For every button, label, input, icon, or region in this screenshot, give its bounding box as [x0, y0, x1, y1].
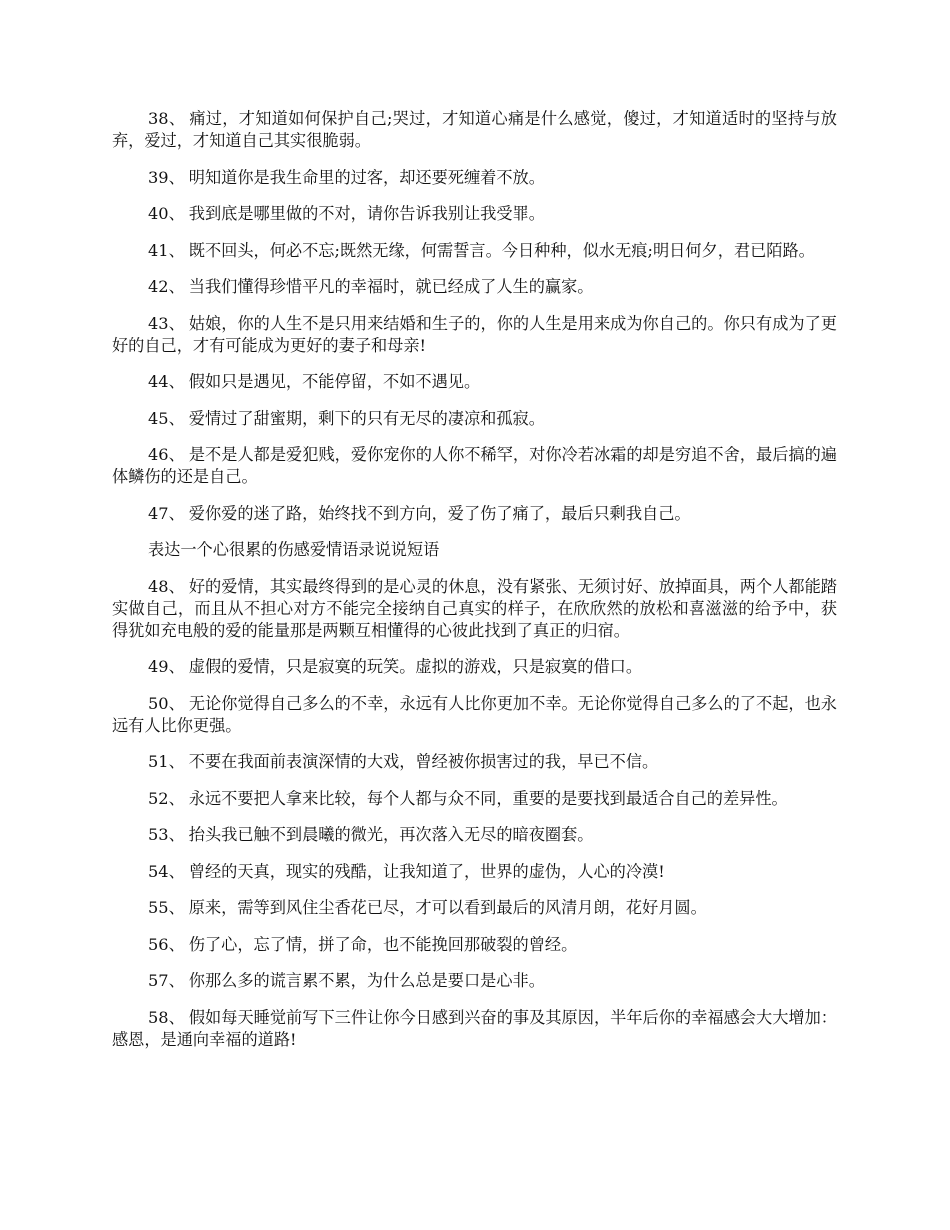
list-item: [112, 1007, 837, 1051]
item-number: 52、: [148, 788, 185, 808]
list-item: [112, 693, 837, 737]
list-item: [112, 108, 837, 152]
item-number: 54、: [148, 861, 185, 881]
item-number: 53、: [148, 825, 185, 844]
item-number: 41、: [148, 240, 185, 260]
item-number: 58、: [148, 1007, 185, 1027]
item-text: 爱你爱的迷了路，始终找不到方向，爱了伤了痛了，最后只剩我自己。: [188, 503, 691, 523]
item-text: 假如每天睡觉前写下三件让你今日感到兴奋的事及其原因，半年后你的幸福感会大大增加：感恩，是通向幸福的道路!: [112, 1007, 837, 1049]
item-number: 57、: [148, 971, 185, 990]
list-item: [112, 240, 837, 262]
item-text: 抬头我已触不到晨曦的微光，再次落入无尽的暗夜圈套。: [188, 825, 594, 844]
item-text: 永远不要把人拿来比较，每个人都与众不同，重要的是要找到最适合自己的差异性。: [188, 788, 788, 808]
item-number: 45、: [148, 408, 185, 428]
list-item: [112, 444, 837, 488]
item-number: 39、: [148, 167, 185, 187]
item-number: 55、: [148, 898, 185, 917]
list-item: [112, 656, 837, 678]
list-item: [112, 503, 837, 525]
list-item: [112, 276, 837, 298]
item-number: 51、: [148, 752, 185, 771]
item-text: 当我们懂得珍惜平凡的幸福时，就已经成了人生的赢家。: [188, 277, 594, 296]
item-text: 痛过，才知道如何保护自己;哭过，才知道心痛是什么感觉，傻过，才知道适时的坚持与放弃，爱过，才知道自己其实很脆弱。: [112, 109, 837, 150]
item-number: 49、: [148, 657, 185, 676]
item-number: 38、: [148, 109, 186, 128]
list-item: [112, 167, 837, 189]
item-text: 无论你觉得自己多么的不幸，永远有人比你更加不幸。无论你觉得自己多么的了不起，也永远有人比你更强。: [112, 693, 837, 735]
item-number: 46、: [148, 445, 185, 464]
item-number: 40、: [148, 204, 185, 223]
item-text: 假如只是遇见，不能停留，不如不遇见。: [188, 372, 481, 391]
item-number: 44、: [148, 372, 185, 391]
item-text: 不要在我面前表演深情的大戏，曾经被你损害过的我，早已不信。: [188, 752, 659, 771]
item-number: 43、: [148, 313, 185, 333]
list-item: [112, 751, 837, 773]
list-item: [112, 371, 837, 393]
item-number: 50、: [148, 693, 185, 713]
item-number: 48、: [148, 576, 185, 596]
item-text: 好的爱情，其实最终得到的是心灵的休息，没有紧张、无须讨好、放掉面具，两个人都能踏实做自己，而且从不担心对方不能完全接纳自己真实的样子，在欣欣然的放松和喜滋滋的给予中，获得犹如充电般的爱的能量那是两颗互相懂得的心彼此找到了真正的归宿。: [112, 576, 837, 640]
item-number: 56、: [148, 934, 185, 954]
list-item: [112, 897, 837, 919]
item-number: 47、: [148, 503, 185, 523]
list-item: [112, 408, 837, 430]
list-item: [112, 313, 837, 357]
item-number: 42、: [148, 277, 185, 296]
list-item: [112, 824, 837, 846]
item-text: 你那么多的谎言累不累，为什么总是要口是心非。: [188, 971, 545, 990]
item-text: 明知道你是我生命里的过客，却还要死缠着不放。: [188, 167, 545, 187]
item-text: 是不是人都是爱犯贱，爱你宠你的人你不稀罕，对你冷若冰霜的却是穷追不舍，最后搞的遍体鳞伤的还是自己。: [112, 445, 837, 486]
list-item: [112, 788, 837, 810]
item-text: 既不回头，何必不忘;既然无缘，何需誓言。今日种种，似水无痕;明日何夕，君已陌路。: [188, 240, 815, 260]
item-text: 爱情过了甜蜜期，剩下的只有无尽的凄凉和孤寂。: [188, 408, 545, 428]
list-item: [112, 970, 837, 992]
item-text: 姑娘，你的人生不是只用来结婚和生子的，你的人生是用来成为你自己的。你只有成为了更好的自己，才有可能成为更好的妻子和母亲!: [112, 313, 837, 355]
section-heading: 表达一个心很累的伤感爱情语录说说短语: [148, 540, 440, 559]
item-text: 虚假的爱情，只是寂寞的玩笑。虚拟的游戏，只是寂寞的借口。: [188, 657, 643, 676]
item-text: 伤了心，忘了情，拼了命，也不能挽回那破裂的曾经。: [188, 934, 578, 954]
list-item: [112, 576, 837, 642]
list-item: [112, 203, 837, 225]
item-text: 原来，需等到风住尘香花已尽，才可以看到最后的风清月朗，花好月圆。: [188, 898, 707, 917]
item-text: 曾经的天真，现实的残酷，让我知道了，世界的虚伪，人心的冷漠!: [188, 861, 665, 881]
list-item: [112, 861, 837, 883]
document-page: [112, 108, 837, 1065]
list-item: [112, 934, 837, 956]
item-text: 我到底是哪里做的不对，请你告诉我别让我受罪。: [188, 204, 545, 223]
